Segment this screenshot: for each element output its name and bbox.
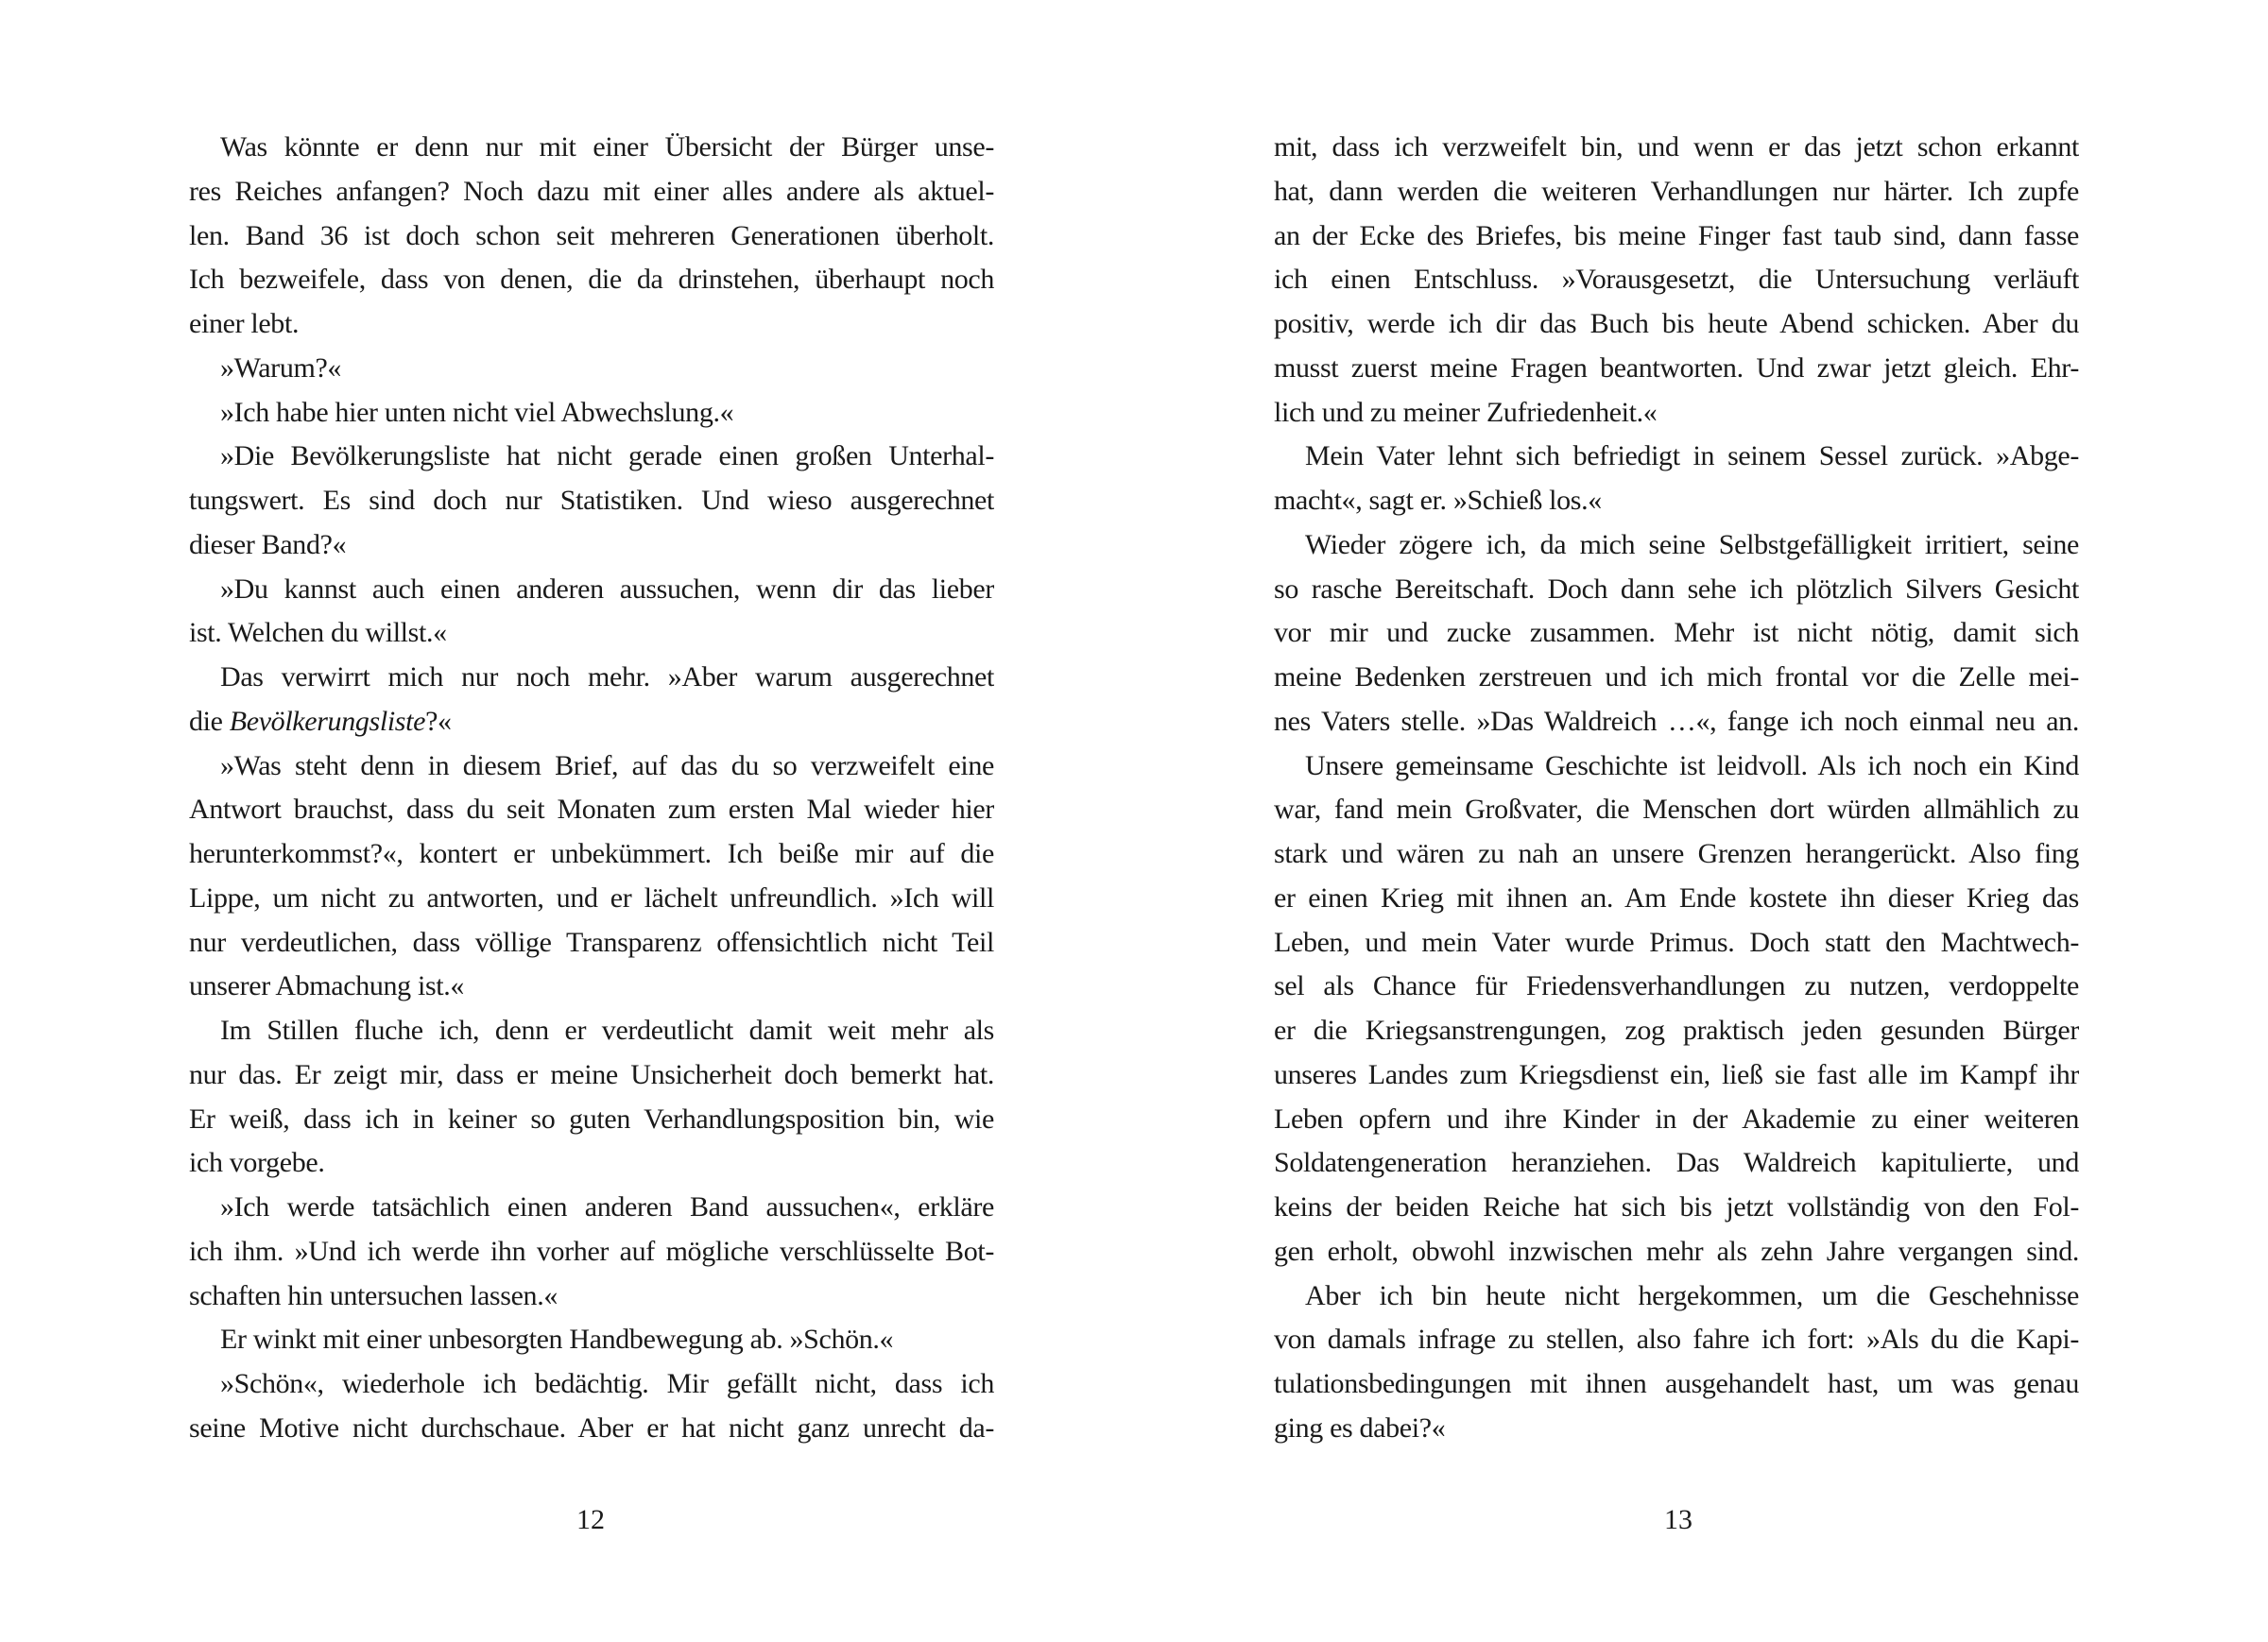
text-line: »Ich werde tatsächlich einen anderen Band aussuchen«, erkläre bbox=[220, 1191, 994, 1223]
text-line: ging es dabei?« bbox=[1274, 1411, 1446, 1444]
text-line: ich einen Entschluss. »Vorausgesetzt, die Untersuchung verläuft bbox=[1274, 264, 2079, 296]
text-line: Leben opfern und ihre Kinder in der Akademie zu einer weiteren bbox=[1274, 1103, 2079, 1135]
text-line: Aber ich bin heute nicht hergekommen, um die Geschehnisse bbox=[1305, 1279, 2079, 1311]
right-page bbox=[1134, 0, 2268, 1642]
text-line: war, fand mein Großvater, die Menschen dort würden allmählich zu bbox=[1274, 794, 2079, 826]
page-number: 12 bbox=[576, 1504, 605, 1535]
text-line: Lippe, um nicht zu antworten, und er lächelt unfreundlich. »Ich will bbox=[189, 881, 994, 914]
text-line: tungswert. Es sind doch nur Statistiken. Und wieso ausgerechnet bbox=[189, 485, 994, 516]
text-line: Ich bezweifele, dass von denen, die da drinstehen, überhaupt noch bbox=[189, 264, 994, 296]
text-line: Unsere gemeinsame Geschichte ist leidvoll. Als ich noch ein Kind bbox=[1305, 749, 2079, 781]
text-line: mit, dass ich verzweifelt bin, und wenn er das jetzt schon erkannt bbox=[1274, 131, 2079, 162]
text-segment: ?« bbox=[425, 705, 452, 737]
text-line: stark und wären zu nah an unsere Grenzen herangerückt. Also fing bbox=[1274, 838, 2079, 869]
text-line: Leben, und mein Vater wurde Primus. Doch statt den Machtwech- bbox=[1274, 926, 2079, 958]
text-line: macht«, sagt er. »Schieß los.« bbox=[1274, 485, 1602, 516]
text-line: »Schön«, wiederhole ich bedächtig. Mir gefällt nicht, dass ich bbox=[220, 1368, 994, 1399]
text-line: lich und zu meiner Zufriedenheit.« bbox=[1274, 396, 1658, 428]
text-line: unserer Abmachung ist.« bbox=[189, 970, 465, 1002]
text-line: dieser Band?« bbox=[189, 528, 347, 560]
text-line: Antwort brauchst, dass du seit Monaten zum ersten Mal wieder hier bbox=[189, 794, 994, 826]
text-line: positiv, werde ich dir das Buch bis heute Abend schicken. Aber du bbox=[1274, 308, 2079, 339]
text-line: herunterkommst?«, kontert er unbekümmert. Ich beiße mir auf die bbox=[189, 838, 994, 869]
text-line: musst zuerst meine Fragen beantworten. Und zwar jetzt gleich. Ehr- bbox=[1274, 351, 2079, 384]
page-body-text bbox=[1274, 126, 2079, 1451]
text-line: len. Band 36 ist doch schon seit mehreren Generationen überholt. bbox=[189, 219, 994, 251]
text-line: seine Motive nicht durchschaue. Aber er hat nicht ganz unrecht da- bbox=[189, 1411, 994, 1444]
text-line: Mein Vater lehnt sich befriedigt in seinem Sessel zurück. »Abge- bbox=[1305, 440, 2079, 472]
text-line: Soldatengeneration heranziehen. Das Waldreich kapitulierte, und bbox=[1274, 1147, 2079, 1179]
text-line: Wieder zögere ich, da mich seine Selbstgefälligkeit irritiert, seine bbox=[1305, 528, 2079, 560]
text-line: er einen Krieg mit ihnen an. Am Ende kostete ihn dieser Krieg das bbox=[1274, 881, 2079, 914]
text-line: tulationsbedingungen mit ihnen ausgehandelt hast, um was genau bbox=[1274, 1368, 2079, 1399]
text-line: »Die Bevölkerungsliste hat nicht gerade einen großen Unterhal- bbox=[220, 440, 994, 472]
text-line: keins der beiden Reiche hat sich bis jetzt vollständig von den Fol- bbox=[1274, 1191, 2079, 1223]
text-line: meine Bedenken zerstreuen und ich mich frontal vor die Zelle mei- bbox=[1274, 661, 2079, 693]
text-line: nur verdeutlichen, dass völlige Transparenz offensichtlich nicht Teil bbox=[189, 926, 994, 958]
text-line: schaften hin untersuchen lassen.« bbox=[189, 1279, 558, 1311]
text-line: res Reiches anfangen? Noch dazu mit einer alles andere als aktuel- bbox=[189, 175, 994, 207]
text-segment: die bbox=[189, 705, 230, 737]
text-line bbox=[189, 700, 994, 744]
text-line: von damals infrage zu stellen, also fahre ich fort: »Als du die Kapi- bbox=[1274, 1324, 2079, 1356]
text-line: unseres Landes zum Kriegsdienst ein, ließ sie fast alle im Kampf ihr bbox=[1274, 1058, 2079, 1090]
page-number: 13 bbox=[1664, 1504, 1692, 1535]
text-line: Er winkt mit einer unbesorgten Handbewegung ab. »Schön.« bbox=[220, 1324, 894, 1356]
text-line: Was könnte er denn nur mit einer Übersicht der Bürger unse- bbox=[220, 131, 994, 162]
text-line: »Was steht denn in diesem Brief, auf das du so verzweifelt eine bbox=[220, 749, 994, 781]
text-line: nes Vaters stelle. »Das Waldreich …«, fange ich noch einmal neu an. bbox=[1274, 705, 2079, 737]
text-line: »Warum?« bbox=[220, 351, 342, 384]
text-line: ich vorgebe. bbox=[189, 1147, 325, 1179]
text-line: er die Kriegsanstrengungen, zog praktisch jeden gesunden Bürger bbox=[1274, 1015, 2079, 1046]
page-body-text bbox=[189, 126, 994, 1451]
text-line: »Du kannst auch einen anderen aussuchen, wenn dir das lieber bbox=[220, 573, 994, 605]
text-line: ich ihm. »Und ich werde ihn vorher auf mögliche verschlüsselte Bot- bbox=[189, 1235, 994, 1267]
text-line: ist. Welchen du willst.« bbox=[189, 617, 447, 649]
text-line: einer lebt. bbox=[189, 308, 300, 339]
text-line: vor mir und zucke zusammen. Mehr ist nicht nötig, damit sich bbox=[1274, 617, 2079, 649]
italic-title: Bevölkerungsliste bbox=[229, 705, 426, 737]
text-line: Im Stillen fluche ich, denn er verdeutlicht damit weit mehr als bbox=[220, 1015, 994, 1046]
text-line: so rasche Bereitschaft. Doch dann sehe ich plötzlich Silvers Gesicht bbox=[1274, 573, 2079, 605]
text-line: an der Ecke des Briefes, bis meine Finger fast taub sind, dann fasse bbox=[1274, 219, 2079, 251]
text-line: Das verwirrt mich nur noch mehr. »Aber warum ausgerechnet bbox=[220, 661, 994, 693]
text-line: gen erholt, obwohl inzwischen mehr als zehn Jahre vergangen sind. bbox=[1274, 1235, 2079, 1267]
text-line: Er weiß, dass ich in keiner so guten Verhandlungsposition bin, wie bbox=[189, 1103, 994, 1135]
text-line: sel als Chance für Friedensverhandlungen zu nutzen, verdoppelte bbox=[1274, 970, 2079, 1002]
text-line: »Ich habe hier unten nicht viel Abwechslung.« bbox=[220, 396, 734, 428]
text-line: hat, dann werden die weiteren Verhandlungen nur härter. Ich zupfe bbox=[1274, 175, 2079, 207]
text-line: nur das. Er zeigt mir, dass er meine Unsicherheit doch bemerkt hat. bbox=[189, 1058, 994, 1090]
